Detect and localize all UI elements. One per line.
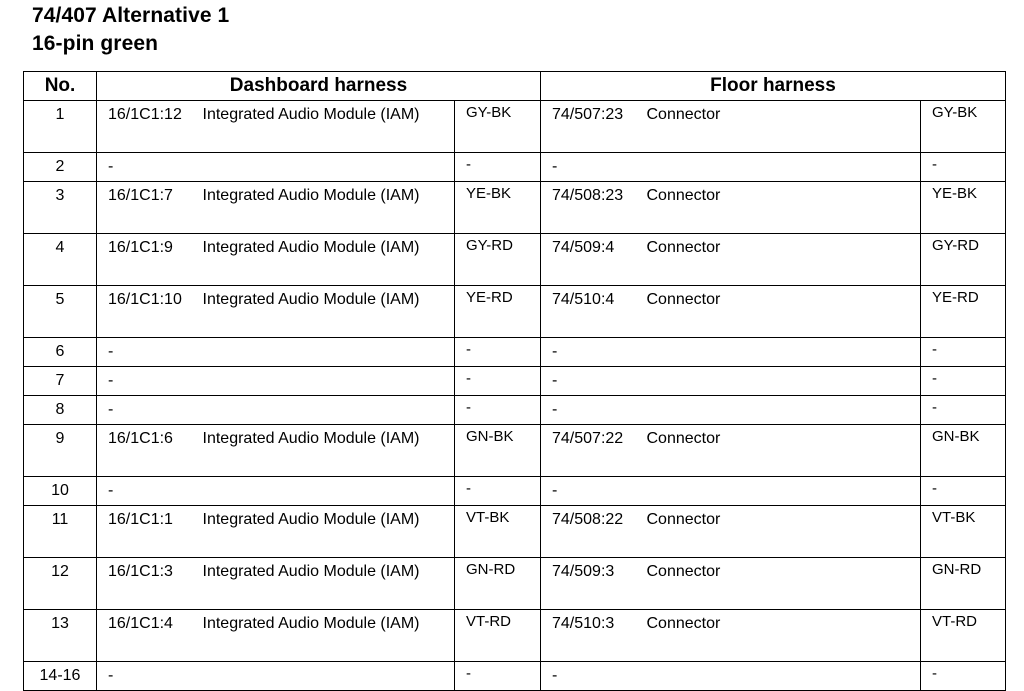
dashboard-description: Integrated Audio Module (IAM) xyxy=(199,101,455,153)
table-row xyxy=(24,425,1006,477)
pin-number: 6 xyxy=(24,338,97,367)
pin-number: 5 xyxy=(24,286,97,338)
dashboard-description: Integrated Audio Module (IAM) xyxy=(199,558,455,610)
header-dashboard-harness: Dashboard harness xyxy=(97,72,541,101)
table-body xyxy=(24,101,1006,691)
floor-wire-color: GN-RD xyxy=(921,558,1006,610)
pin-number: 8 xyxy=(24,396,97,425)
floor-description: Connector xyxy=(643,506,921,558)
floor-wire-color: - xyxy=(921,396,1006,425)
floor-description: Connector xyxy=(643,234,921,286)
floor-description: Connector xyxy=(643,286,921,338)
document-subtitle: 16-pin green xyxy=(32,32,159,55)
dashboard-wire-color: YE-BK xyxy=(455,182,541,234)
table-row xyxy=(24,396,1006,425)
dashboard-wire-color: GN-RD xyxy=(455,558,541,610)
table-row xyxy=(24,558,1006,610)
dashboard-code: - xyxy=(97,662,199,691)
floor-description xyxy=(643,396,921,425)
floor-wire-color: - xyxy=(921,153,1006,182)
floor-code: - xyxy=(541,477,643,506)
dashboard-code: 16/1C1:6 xyxy=(97,425,199,477)
dashboard-description xyxy=(199,477,455,506)
table-row xyxy=(24,506,1006,558)
pin-table xyxy=(23,71,1006,691)
table-row xyxy=(24,477,1006,506)
floor-wire-color: - xyxy=(921,367,1006,396)
floor-description: Connector xyxy=(643,101,921,153)
floor-code: - xyxy=(541,396,643,425)
floor-description: Connector xyxy=(643,558,921,610)
floor-code: - xyxy=(541,662,643,691)
dashboard-description: Integrated Audio Module (IAM) xyxy=(199,286,455,338)
floor-description xyxy=(643,477,921,506)
floor-wire-color: - xyxy=(921,338,1006,367)
floor-description: Connector xyxy=(643,610,921,662)
floor-description: Connector xyxy=(643,425,921,477)
dashboard-wire-color: - xyxy=(455,153,541,182)
dashboard-code: 16/1C1:3 xyxy=(97,558,199,610)
table-row xyxy=(24,338,1006,367)
table-row xyxy=(24,234,1006,286)
floor-wire-color: - xyxy=(921,477,1006,506)
floor-code: 74/507:23 xyxy=(541,101,643,153)
floor-description xyxy=(643,662,921,691)
table-row xyxy=(24,610,1006,662)
dashboard-wire-color: - xyxy=(455,338,541,367)
floor-description xyxy=(643,153,921,182)
dashboard-wire-color: GY-RD xyxy=(455,234,541,286)
dashboard-code: - xyxy=(97,396,199,425)
floor-description xyxy=(643,367,921,396)
dashboard-wire-color: VT-RD xyxy=(455,610,541,662)
floor-wire-color: GN-BK xyxy=(921,425,1006,477)
floor-code: 74/510:3 xyxy=(541,610,643,662)
header-floor-harness: Floor harness xyxy=(541,72,1006,101)
dashboard-code: 16/1C1:7 xyxy=(97,182,199,234)
dashboard-description: Integrated Audio Module (IAM) xyxy=(199,234,455,286)
pin-number: 13 xyxy=(24,610,97,662)
dashboard-wire-color: - xyxy=(455,367,541,396)
dashboard-description xyxy=(199,367,455,396)
dashboard-code: - xyxy=(97,477,199,506)
dashboard-code: - xyxy=(97,153,199,182)
floor-wire-color: VT-RD xyxy=(921,610,1006,662)
dashboard-wire-color: GN-BK xyxy=(455,425,541,477)
dashboard-description: Integrated Audio Module (IAM) xyxy=(199,610,455,662)
pin-number: 12 xyxy=(24,558,97,610)
pin-number: 14-16 xyxy=(24,662,97,691)
dashboard-description: Integrated Audio Module (IAM) xyxy=(199,425,455,477)
table-row xyxy=(24,101,1006,153)
pin-number: 2 xyxy=(24,153,97,182)
dashboard-code: 16/1C1:1 xyxy=(97,506,199,558)
dashboard-description: Integrated Audio Module (IAM) xyxy=(199,506,455,558)
floor-code: - xyxy=(541,367,643,396)
pin-number: 11 xyxy=(24,506,97,558)
table-row xyxy=(24,367,1006,396)
pin-number: 7 xyxy=(24,367,97,396)
floor-description: Connector xyxy=(643,182,921,234)
floor-wire-color: YE-RD xyxy=(921,286,1006,338)
floor-code: 74/510:4 xyxy=(541,286,643,338)
pin-number: 1 xyxy=(24,101,97,153)
dashboard-description xyxy=(199,662,455,691)
pin-number: 3 xyxy=(24,182,97,234)
document-title: 74/407 Alternative 1 xyxy=(32,4,230,27)
dashboard-description: Integrated Audio Module (IAM) xyxy=(199,182,455,234)
table-row xyxy=(24,286,1006,338)
dashboard-description xyxy=(199,153,455,182)
dashboard-code: - xyxy=(97,367,199,396)
dashboard-code: - xyxy=(97,338,199,367)
dashboard-description xyxy=(199,396,455,425)
pin-number: 4 xyxy=(24,234,97,286)
dashboard-wire-color: GY-BK xyxy=(455,101,541,153)
dashboard-code: 16/1C1:4 xyxy=(97,610,199,662)
table-header-row xyxy=(24,72,1006,101)
floor-wire-color: VT-BK xyxy=(921,506,1006,558)
dashboard-code: 16/1C1:9 xyxy=(97,234,199,286)
floor-wire-color: YE-BK xyxy=(921,182,1006,234)
dashboard-code: 16/1C1:12 xyxy=(97,101,199,153)
dashboard-wire-color: - xyxy=(455,662,541,691)
floor-code: 74/509:3 xyxy=(541,558,643,610)
floor-code: 74/508:23 xyxy=(541,182,643,234)
dashboard-wire-color: VT-BK xyxy=(455,506,541,558)
dashboard-wire-color: - xyxy=(455,477,541,506)
dashboard-code: 16/1C1:10 xyxy=(97,286,199,338)
floor-code: 74/508:22 xyxy=(541,506,643,558)
floor-code: 74/509:4 xyxy=(541,234,643,286)
floor-code: - xyxy=(541,338,643,367)
header-no: No. xyxy=(24,72,97,101)
floor-wire-color: GY-RD xyxy=(921,234,1006,286)
floor-description xyxy=(643,338,921,367)
floor-wire-color: - xyxy=(921,662,1006,691)
pin-number: 10 xyxy=(24,477,97,506)
floor-code: 74/507:22 xyxy=(541,425,643,477)
floor-wire-color: GY-BK xyxy=(921,101,1006,153)
pin-number: 9 xyxy=(24,425,97,477)
table-row xyxy=(24,153,1006,182)
dashboard-wire-color: - xyxy=(455,396,541,425)
dashboard-wire-color: YE-RD xyxy=(455,286,541,338)
table-row xyxy=(24,182,1006,234)
table-row xyxy=(24,662,1006,691)
dashboard-description xyxy=(199,338,455,367)
floor-code: - xyxy=(541,153,643,182)
